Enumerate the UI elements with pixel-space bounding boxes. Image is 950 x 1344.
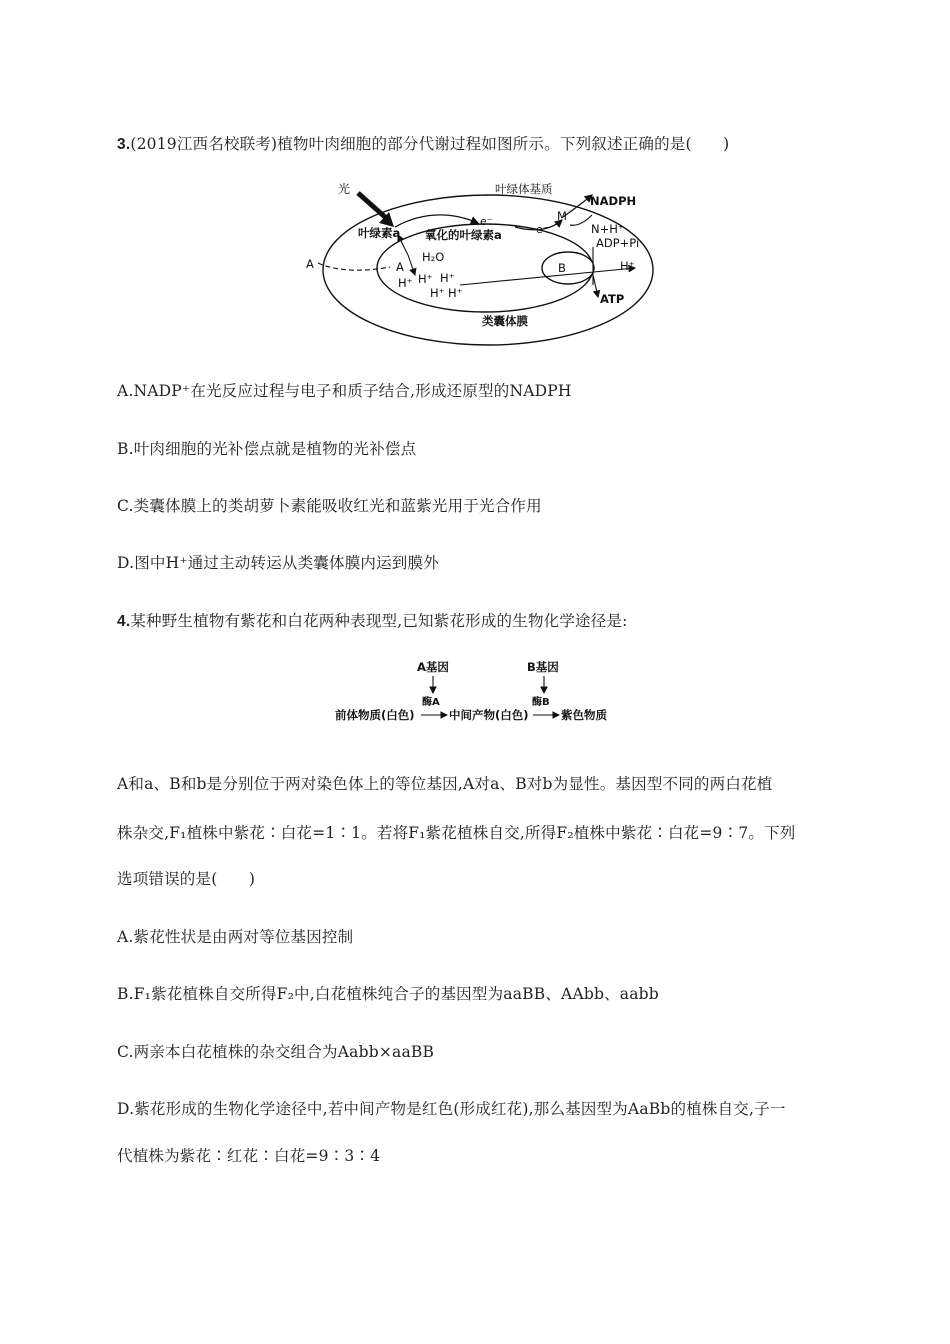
label-electron-1: e⁻ [480,215,493,228]
light-arrow-shaft [358,193,385,217]
question-4-paragraph-line-2: 株杂交,F₁植株中紫花∶白花=1∶1。若将F₁紫花植株自交,所得F₂植株中紫花∶白花=9∶7。下列 [117,824,796,842]
label-a-outer: A [306,257,314,271]
label-proton: H⁺ [448,286,463,300]
label-atp: ATP [600,292,625,306]
label-m: M [557,209,567,223]
question-4-paragraph-line-3: 选项错误的是( ) [117,870,256,888]
label-h2o: H₂O [422,250,445,264]
label-chlorophyll-a: 叶绿素a [358,226,401,240]
question-4-text: 某种野生植物有紫花和白花两种表现型,已知紫花形成的生物化学途径是: [130,612,628,630]
question-3-option-c: C.类囊体膜上的类胡萝卜素能吸收红光和蓝紫光用于光合作用 [117,497,542,515]
label-enzyme-b: 酶B [532,697,550,708]
label-n-plus-h: N+H⁺ [591,222,624,236]
label-oxidized-chlorophyll-a: 氧化的叶绿素a [425,228,502,242]
label-enzyme-a: 酶A [422,697,440,708]
label-thylakoid-membrane: 类囊体膜 [482,314,528,328]
question-3-stem [117,132,729,154]
question-3-text: (2019江西名校联考)植物叶肉细胞的部分代谢过程如图所示。下列叙述正确的是( ) [130,135,730,153]
label-nadph: NADPH [590,194,637,208]
a-release-path [318,263,390,270]
question-4-option-d-line-2: 代植株为紫花∶红花∶白花=9∶3∶4 [117,1147,381,1165]
label-proton: H⁺ [418,272,433,286]
label-electron-2: e⁻ [536,223,549,236]
question-3-number: 3. [117,136,131,153]
label-stroma: 叶绿体基质 [495,182,553,196]
question-4-option-c: C.两亲本白花植株的杂交组合为Aabb×aaBB [117,1043,435,1061]
question-3-option-d: D.图中H⁺通过主动转运从类囊体膜内运到膜外 [117,554,439,572]
question-3-option-a: A.NADP⁺在光反应过程与电子和质子结合,形成还原型的NADPH [117,382,572,400]
chloroplast-diagram [300,175,660,350]
label-adp-pi: ADP+Pi [596,236,640,250]
question-4-option-b: B.F₁紫花植株自交所得F₂中,白花植株纯合子的基因型为aaBB、AAbb、aabb [117,985,659,1003]
label-proton-out: H⁺ [620,259,635,273]
protein-b [542,252,594,284]
label-purple-product: 紫色物质 [561,708,607,722]
pathway-diagram [335,655,625,725]
label-precursor: 前体物质(白色) [335,708,415,722]
label-proton: H⁺ [440,271,455,285]
label-intermediate: 中间产物(白色) [449,708,529,722]
question-4-option-d-line-1: D.紫花形成的生物化学途径中,若中间产物是红色(形成红花),那么基因型为AaBb的植株自交,子一 [117,1100,786,1118]
label-light: 光 [338,182,351,196]
label-gene-a: A基因 [417,660,449,674]
label-b: B [558,261,566,275]
label-proton: H⁺ [398,276,413,290]
label-proton: H⁺ [430,286,445,300]
label-a-inner: A [396,260,404,274]
question-3-option-b: B.叶肉细胞的光补偿点就是植物的光补偿点 [117,440,417,458]
question-4-option-a: A.紫花性状是由两对等位基因控制 [117,928,354,946]
question-4-stem [117,609,628,631]
label-gene-b: B基因 [527,660,559,674]
question-4-number: 4. [117,613,131,630]
question-4-paragraph-line-1: A和a、B和b是分别位于两对染色体上的等位基因,A对a、B对b为显性。基因型不同的两白花植 [117,775,773,793]
